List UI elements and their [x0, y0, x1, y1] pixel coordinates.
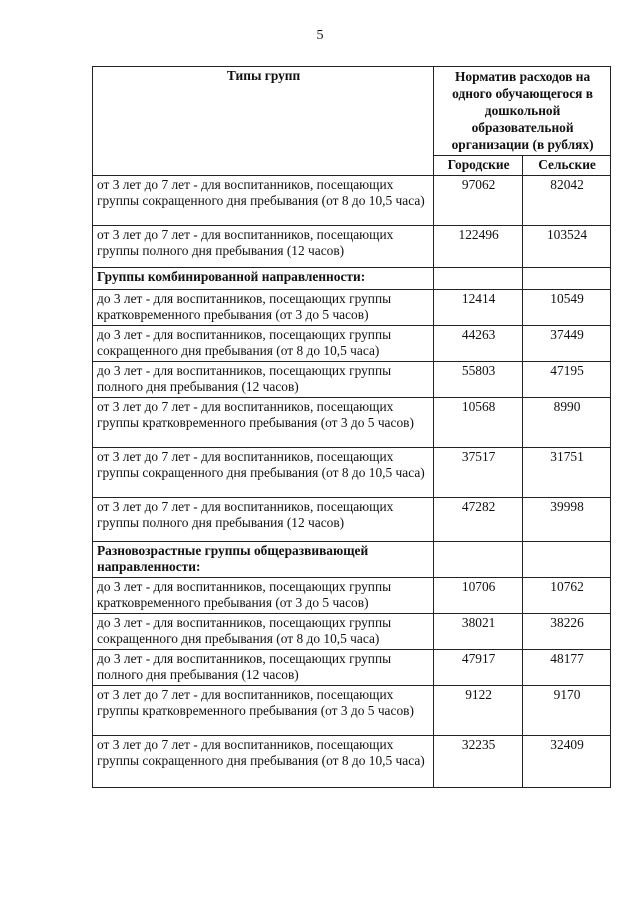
table-row [93, 686, 611, 736]
urban-column-header: Городские [434, 156, 523, 176]
section-row [93, 542, 611, 578]
cost-norm-header: Норматив расходов на одного обучающегося в дошкольной образовательной организации (в рублях) [434, 67, 611, 156]
section-row [93, 268, 611, 290]
urban-value-cell: 97062 [434, 176, 523, 226]
urban-value-cell: 9122 [434, 686, 523, 736]
table-row [93, 736, 611, 788]
group-type-cell: до 3 лет - для воспитанников, посещающих группы кратковременного пребывания (от 3 до 5 часов) [93, 290, 434, 326]
rural-value-cell: 38226 [523, 614, 611, 650]
table-body [93, 176, 611, 788]
rural-value-cell: 47195 [523, 362, 611, 398]
group-type-cell: от 3 лет до 7 лет - для воспитанников, посещающих группы сокращенного дня пребывания (от 8 до 10,5 часа) [93, 448, 434, 498]
urban-value-cell: 47917 [434, 650, 523, 686]
urban-value-cell: 55803 [434, 362, 523, 398]
rural-value-cell: 32409 [523, 736, 611, 788]
table-row [93, 614, 611, 650]
rural-value-cell: 82042 [523, 176, 611, 226]
urban-value-cell: 10568 [434, 398, 523, 448]
group-type-cell: до 3 лет - для воспитанников, посещающих группы полного дня пребывания (12 часов) [93, 362, 434, 398]
table-row [93, 290, 611, 326]
urban-value-cell [434, 268, 523, 290]
rural-value-cell: 39998 [523, 498, 611, 542]
group-type-cell: от 3 лет до 7 лет - для воспитанников, посещающих группы полного дня пребывания (12 часов) [93, 498, 434, 542]
rural-value-cell: 9170 [523, 686, 611, 736]
section-title: Разновозрастные группы общеразвивающей направленности: [93, 542, 434, 578]
norms-table [92, 66, 611, 788]
table-row [93, 578, 611, 614]
group-type-cell: до 3 лет - для воспитанников, посещающих группы кратковременного пребывания (от 3 до 5 часов) [93, 578, 434, 614]
rural-value-cell: 10549 [523, 290, 611, 326]
rural-value-cell: 8990 [523, 398, 611, 448]
table-row [93, 226, 611, 268]
rural-value-cell: 103524 [523, 226, 611, 268]
urban-value-cell: 10706 [434, 578, 523, 614]
group-type-cell: до 3 лет - для воспитанников, посещающих группы сокращенного дня пребывания (от 8 до 10,5 часа) [93, 326, 434, 362]
rural-value-cell [523, 268, 611, 290]
table-row [93, 398, 611, 448]
rural-value-cell: 31751 [523, 448, 611, 498]
urban-value-cell: 38021 [434, 614, 523, 650]
group-type-cell: от 3 лет до 7 лет - для воспитанников, посещающих группы кратковременного пребывания (от 3 до 5 часов) [93, 686, 434, 736]
group-type-cell: от 3 лет до 7 лет - для воспитанников, посещающих группы кратковременного пребывания (от 3 до 5 часов) [93, 398, 434, 448]
page-number: 5 [316, 28, 324, 43]
group-type-cell: от 3 лет до 7 лет - для воспитанников, посещающих группы полного дня пребывания (12 часов) [93, 226, 434, 268]
urban-value-cell: 47282 [434, 498, 523, 542]
rural-value-cell: 10762 [523, 578, 611, 614]
table-row [93, 326, 611, 362]
rural-value-cell: 37449 [523, 326, 611, 362]
group-type-cell: до 3 лет - для воспитанников, посещающих группы полного дня пребывания (12 часов) [93, 650, 434, 686]
rural-value-cell [523, 542, 611, 578]
urban-value-cell: 44263 [434, 326, 523, 362]
table-row [93, 362, 611, 398]
section-title: Группы комбинированной направленности: [93, 268, 434, 290]
table-row [93, 650, 611, 686]
table-row [93, 176, 611, 226]
urban-value-cell: 32235 [434, 736, 523, 788]
urban-value-cell: 12414 [434, 290, 523, 326]
table-header [93, 67, 611, 176]
urban-value-cell: 37517 [434, 448, 523, 498]
rural-column-header: Сельские [523, 156, 611, 176]
group-type-cell: от 3 лет до 7 лет - для воспитанников, посещающих группы сокращенного дня пребывания (от 8 до 10,5 часа) [93, 736, 434, 788]
group-type-cell: от 3 лет до 7 лет - для воспитанников, посещающих группы сокращенного дня пребывания (от 8 до 10,5 часа) [93, 176, 434, 226]
table-row [93, 448, 611, 498]
group-types-header: Типы групп [93, 67, 434, 176]
urban-value-cell: 122496 [434, 226, 523, 268]
group-type-cell: до 3 лет - для воспитанников, посещающих группы сокращенного дня пребывания (от 8 до 10,5 часа) [93, 614, 434, 650]
urban-value-cell [434, 542, 523, 578]
table-row [93, 498, 611, 542]
rural-value-cell: 48177 [523, 650, 611, 686]
